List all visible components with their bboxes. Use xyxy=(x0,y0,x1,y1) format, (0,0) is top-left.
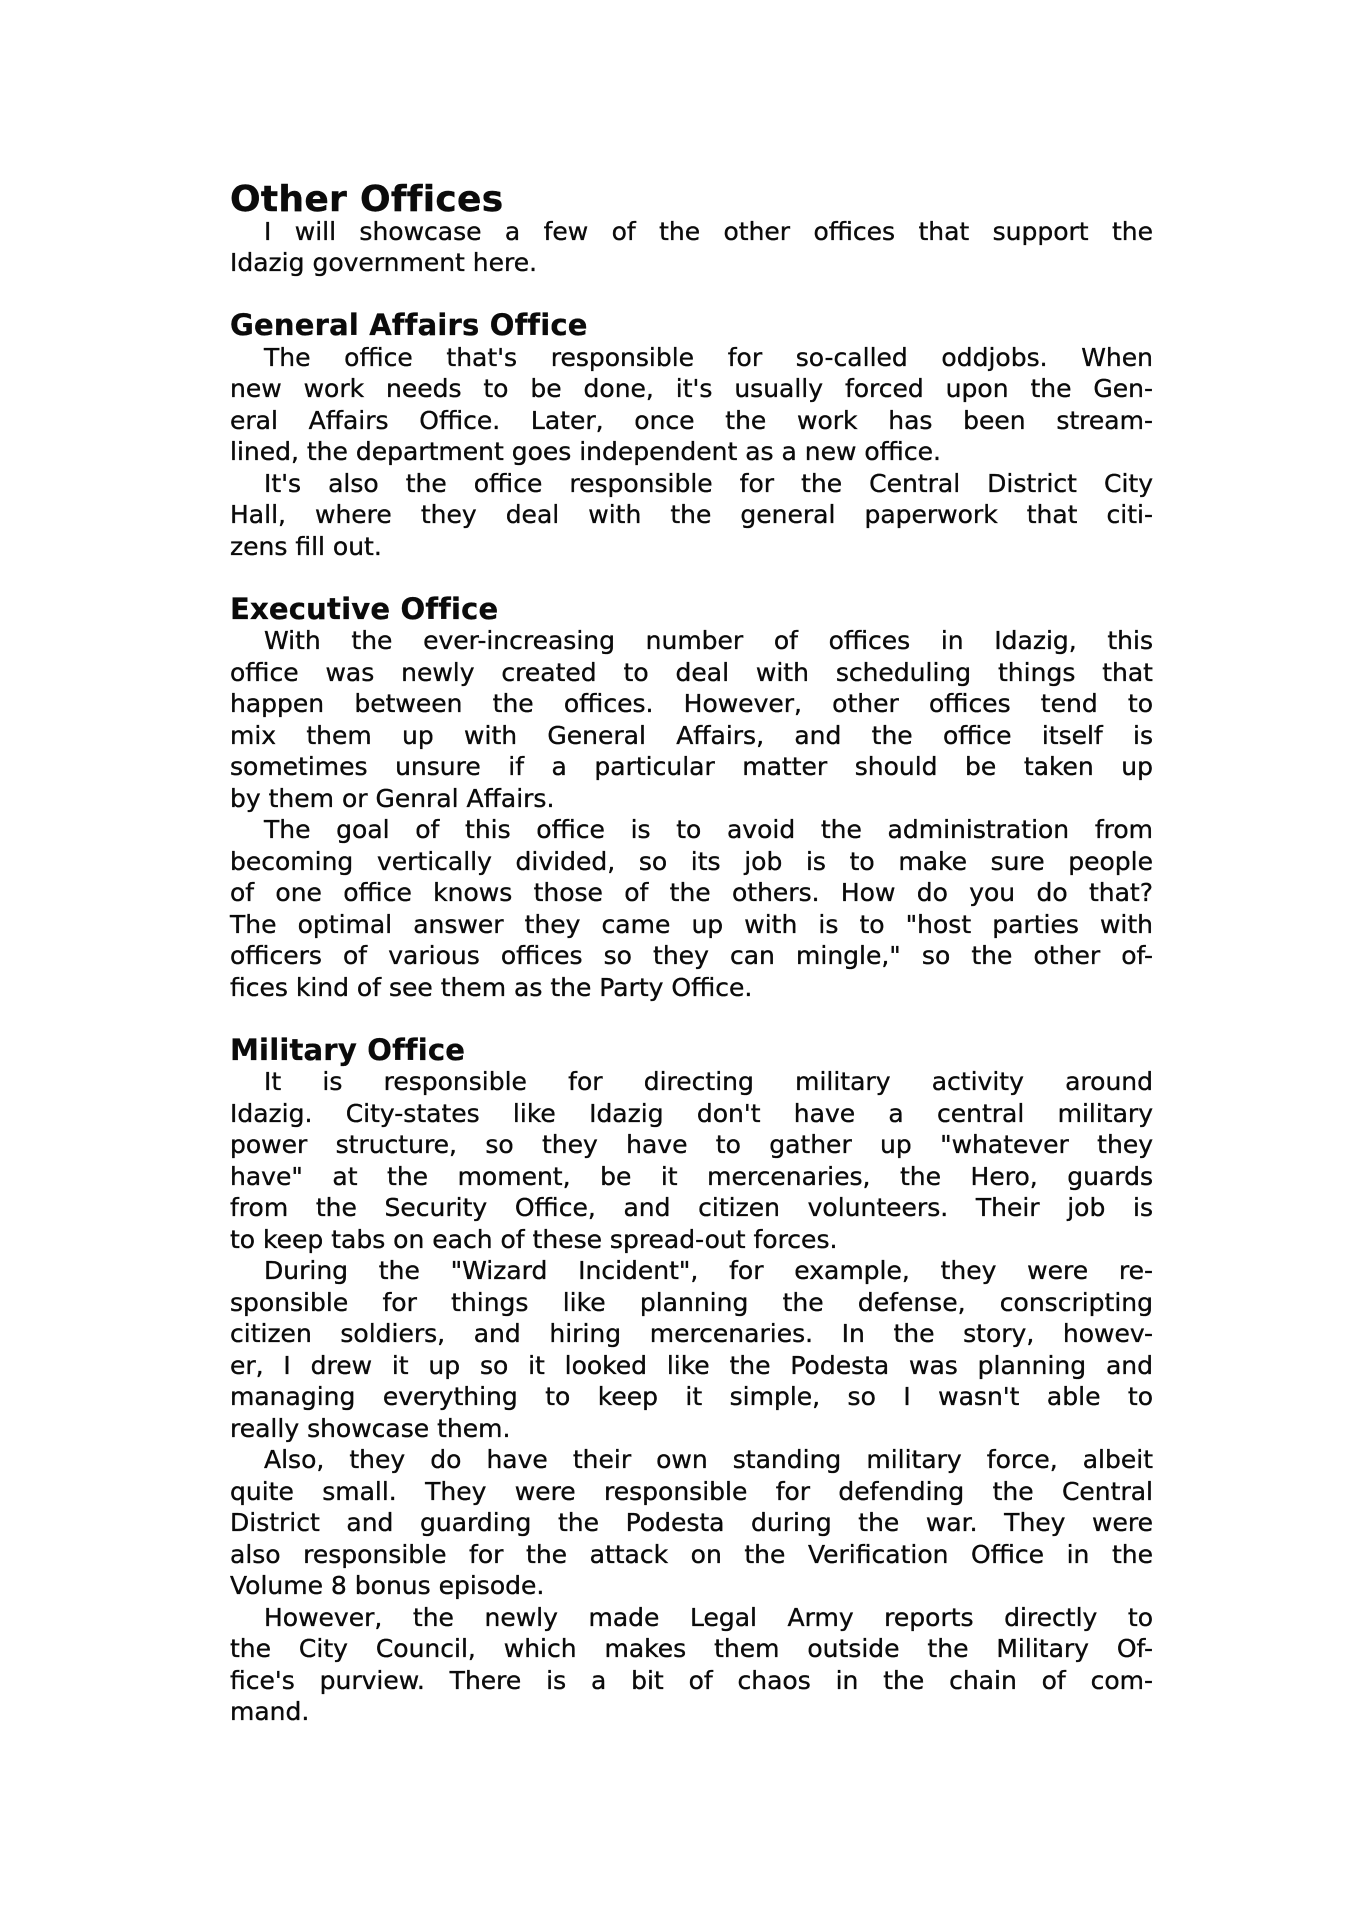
text-line: It's also the office responsible for the Central District City xyxy=(264,468,1153,498)
text-line: to keep tabs on each of these spread-out forces. xyxy=(230,1224,838,1254)
text-line: Volume 8 bonus episode. xyxy=(230,1571,545,1600)
text-line: sponsible for things like planning the defense, conscripting xyxy=(230,1287,1153,1317)
paragraph xyxy=(230,342,1153,468)
text-line: Idazig government here. xyxy=(230,248,538,277)
text-line: The optimal answer they came up with is to "host parties with xyxy=(230,909,1153,939)
text-line: District and guarding the Podesta during the war. They were xyxy=(230,1508,1153,1537)
text-line: managing everything to keep it simple, so I wasn't able to xyxy=(230,1382,1153,1411)
paragraph xyxy=(230,1255,1153,1444)
text-line: fice's purview. There is a bit of chaos in the chain of com- xyxy=(230,1665,1153,1695)
text-line: fices kind of see them as the Party Office. xyxy=(230,972,753,1002)
text-line: lined, the department goes independent as a new office. xyxy=(230,437,941,466)
text-line: Hall, where they deal with the general paperwork that citi- xyxy=(230,500,1153,529)
text-line: The office that's responsible for so-called oddjobs. When xyxy=(264,342,1153,372)
text-line: really showcase them. xyxy=(230,1413,511,1443)
text-line: With the ever-increasing number of offices in Idazig, this xyxy=(264,626,1153,655)
paragraph xyxy=(230,1444,1153,1602)
text-line: It is responsible for directing military activity around xyxy=(264,1067,1153,1096)
text-line: The goal of this office is to avoid the administration from xyxy=(264,815,1153,844)
text-content xyxy=(230,179,1153,1728)
text-line: Idazig. City-states like Idazig don't have a central military xyxy=(230,1098,1153,1128)
paragraph xyxy=(230,216,1153,279)
text-line: er, I drew it up so it looked like the Podesta was planning and xyxy=(230,1350,1153,1380)
paragraph xyxy=(230,814,1153,1003)
text-line: citizen soldiers, and hiring mercenaries. In the story, howev- xyxy=(230,1319,1153,1348)
text-line: from the Security Office, and citizen volunteers. Their job is xyxy=(230,1193,1153,1222)
paragraph xyxy=(230,1602,1153,1728)
text-line: power structure, so they have to gather up "whatever they xyxy=(230,1130,1153,1159)
text-line: office was newly created to deal with scheduling things that xyxy=(230,657,1153,687)
paragraph xyxy=(230,625,1153,814)
text-line: mand. xyxy=(230,1697,310,1726)
text-line: mix them up with General Affairs, and the office itself is xyxy=(230,720,1153,750)
text-line: happen between the offices. However, other offices tend to xyxy=(230,689,1153,718)
text-line: eral Affairs Office. Later, once the work has been stream- xyxy=(230,405,1153,435)
text-line: I will showcase a few of the other offices that support the xyxy=(264,216,1153,246)
text-line: becoming vertically divided, so its job is to make sure people xyxy=(230,846,1153,876)
text-line: sometimes unsure if a particular matter should be taken up xyxy=(230,752,1153,781)
section-heading: Military Office xyxy=(230,1032,466,1067)
text-line: During the "Wizard Incident", for example, they were re- xyxy=(264,1256,1153,1285)
text-line: Also, they do have their own standing military force, albeit xyxy=(264,1445,1153,1474)
text-line: of one office knows those of the others. How do you do that? xyxy=(230,878,1153,907)
section-heading: Executive Office xyxy=(230,591,499,626)
text-line: also responsible for the attack on the Verification Office in the xyxy=(230,1539,1153,1569)
section-heading: Other Offices xyxy=(230,179,504,220)
paragraph xyxy=(230,468,1153,563)
text-line: officers of various offices so they can mingle," so the other of- xyxy=(230,941,1153,970)
text-line: by them or Genral Affairs. xyxy=(230,783,555,813)
paragraph xyxy=(230,1066,1153,1255)
text-line: zens fill out. xyxy=(230,531,382,561)
text-line: the City Council, which makes them outside the Military Of- xyxy=(230,1634,1153,1663)
section-heading: General Affairs Office xyxy=(230,308,588,342)
text-line: have" at the moment, be it mercenaries, the Hero, guards xyxy=(230,1161,1153,1191)
text-line: quite small. They were responsible for defending the Central xyxy=(230,1476,1153,1506)
text-line: new work needs to be done, it's usually forced upon the Gen- xyxy=(230,374,1153,403)
text-line: However, the newly made Legal Army reports directly to xyxy=(264,1602,1153,1632)
